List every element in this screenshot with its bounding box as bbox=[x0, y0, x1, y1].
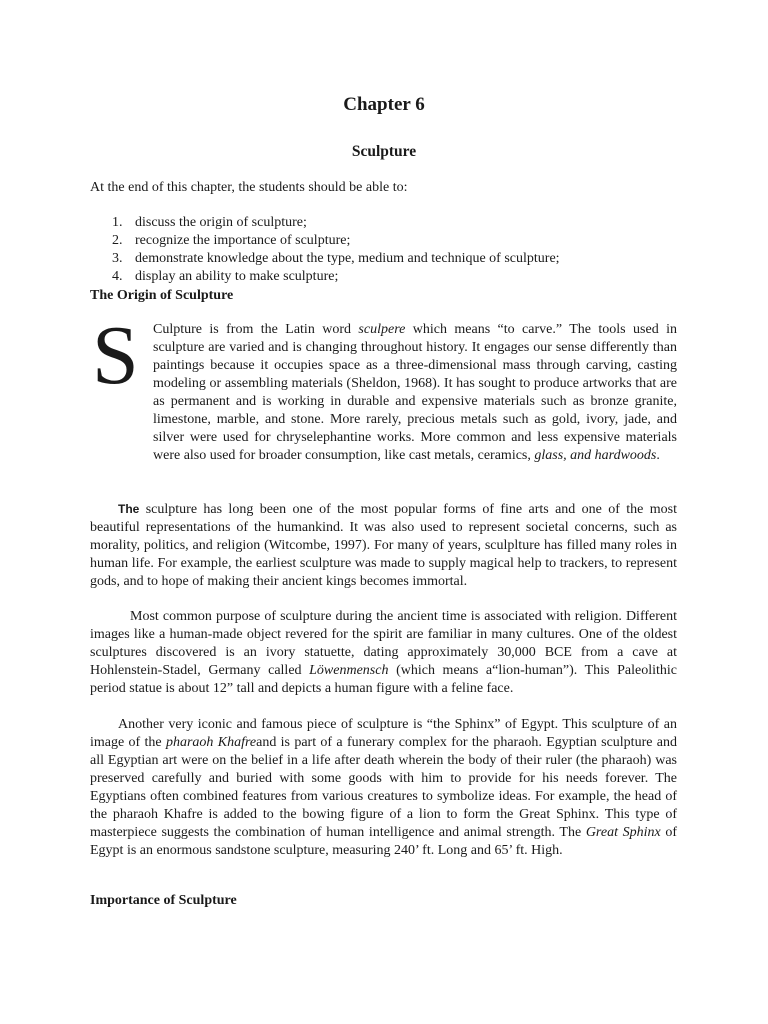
origin-text-1: Culpture is from the Latin word bbox=[153, 322, 359, 337]
list-number: 4. bbox=[112, 269, 123, 284]
objectives-list bbox=[90, 214, 677, 286]
paragraph-italic: Löwenmensch bbox=[309, 663, 389, 678]
chapter-title: Chapter 6 bbox=[343, 94, 425, 115]
section-title: Sculpture bbox=[351, 143, 417, 160]
paragraph-religion bbox=[90, 608, 677, 698]
intro-text: At the end of this chapter, the students should be able to: bbox=[90, 180, 408, 195]
origin-text-2: which means “to carve.” The tools used in sculpture are varied and is changing throughout history. It engages our sense differently than paintings because it occupies space as a three-dimensional mass through carving, casting modeling or assembling materials (Sheldon, 1968). It has sought to produce artworks that are as permanent and is working in durable and expensive materials such as bronze granite, limestone, marble, and stone. More rarely, precious metals such as gold, ivory, jade, and silver were used for chryselephantine works. More common and less expensive materials were also used for broader consumption, like cast metals, ceramics, bbox=[153, 322, 677, 463]
list-item bbox=[90, 268, 677, 286]
list-text: recognize the importance of sculpture; bbox=[135, 233, 351, 248]
list-number: 1. bbox=[112, 215, 123, 230]
paragraph-italic-1: pharaoh Khafre bbox=[165, 735, 257, 750]
list-number: 2. bbox=[112, 233, 123, 248]
paragraph-text-1: Most common purpose of sculpture during the ancient time is associated with religion. Different images like a human-made object revered for the spirit are familiar in many cultures. One of the oldest sculptures discovered is an ivory statuette, dating approximately 30,000 BCE from a cave at Hohlenstein-Stadel, Germany called bbox=[90, 609, 677, 678]
paragraph-text-3: of Egypt is an enormous sandstone sculpture, measuring 240’ ft. Long and 65’ ft. High. bbox=[90, 825, 677, 858]
importance-heading: Importance of Sculpture bbox=[90, 893, 237, 908]
paragraph-italic-2: Great Sphinx bbox=[585, 825, 661, 840]
paragraph-bold-lead: The bbox=[118, 502, 140, 516]
list-text: display an ability to make sculpture; bbox=[135, 269, 339, 284]
list-item bbox=[90, 232, 677, 250]
list-number: 3. bbox=[112, 251, 123, 266]
origin-italic-1: sculpere bbox=[358, 322, 406, 337]
paragraph-popularity bbox=[90, 500, 677, 591]
origin-text-3: . bbox=[656, 448, 660, 463]
origin-heading: The Origin of Sculpture bbox=[90, 288, 234, 303]
paragraph-text-2: and is part of a funerary complex for the pharaoh. Egyptian sculpture and all Egyptian art were on the belief in a life after death wherein the body of their ruler (the pharaoh) was preserved carefully and buried with some goods with him to provide for his needs forever. The Egyptians often combined features from various creatures to symbolize ideas. For example, the head of the pharaoh Khafre is added to the bowing figure of a lion to form the Great Sphinx. This type of masterpiece suggests the combination of human intelligence and animal strength. The bbox=[90, 735, 677, 840]
origin-text bbox=[153, 321, 677, 465]
paragraph-text-1: Another very iconic and famous piece of sculpture is “the Sphinx” of Egypt. This sculpture of an image of the bbox=[90, 717, 677, 750]
paragraph-text-2: (which means a“lion-human”). This Paleolithic period statue is about 12” tall and depicts a human figure with a feline face. bbox=[90, 663, 677, 696]
origin-paragraph bbox=[90, 321, 677, 465]
drop-cap: S bbox=[92, 309, 139, 402]
list-text: demonstrate knowledge about the type, medium and technique of sculpture; bbox=[135, 251, 560, 266]
list-item bbox=[90, 214, 677, 232]
origin-italic-2: glass, and hardwoods bbox=[534, 448, 657, 463]
paragraph-sphinx bbox=[90, 716, 677, 860]
list-item bbox=[90, 250, 677, 268]
paragraph-text: sculpture has long been one of the most popular forms of fine arts and one of the most beautiful representations of the humankind. It was also used to represent societal concerns, such as morality, politics, and religion (Witcombe, 1997). For many of years, sculplture has filled many roles in human life. For example, the earliest sculpture was made to supply magical help to trackers, to represent gods, and to hope of making their ancient kings becomes immortal. bbox=[90, 502, 677, 589]
list-text: discuss the origin of sculpture; bbox=[135, 215, 307, 230]
